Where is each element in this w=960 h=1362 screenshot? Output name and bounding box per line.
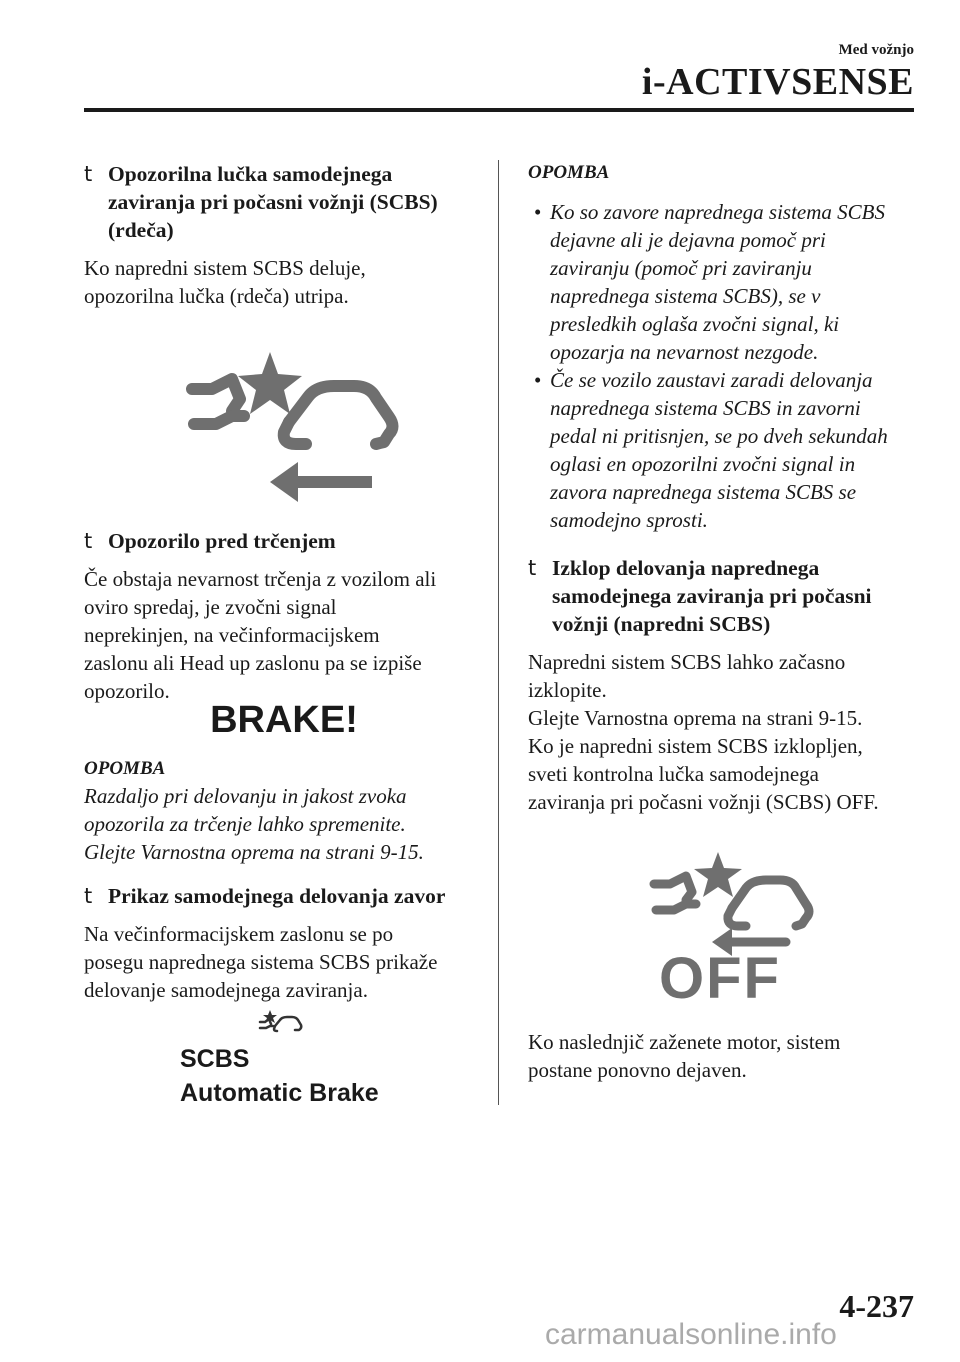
section-heading: [84, 160, 484, 244]
scbs-display-line: Automatic Brake: [180, 1079, 379, 1107]
note-line: Glejte Varnostna oprema na strani 9-15.: [84, 840, 424, 864]
heading-line: Opozorilo pred trčenjem: [108, 529, 336, 553]
note-line: oglasi en opozorilni zvočni signal in: [550, 452, 856, 476]
scbs-small-icon: [84, 1008, 484, 1038]
body-line: Ko je napredni sistem SCBS izklopljen,: [528, 734, 863, 758]
heading-line: samodejnega zaviranja pri počasni: [552, 584, 872, 608]
body-line: opozorilna lučka (rdeča) utripa.: [84, 284, 349, 308]
body-line: neprekinjen, na večinformacijskem: [84, 623, 380, 647]
note-line: opozarja na nevarnost nezgode.: [550, 340, 819, 364]
body-line: izklopite.: [528, 678, 607, 702]
page-number: 4-237: [839, 1288, 914, 1324]
section-collision-warning: [84, 527, 484, 742]
heading-line: Opozorilna lučka samodejnega: [108, 162, 393, 186]
note-line: Razdaljo pri delovanju in jakost zvoka: [84, 784, 407, 808]
note-title: OPOMBA: [84, 758, 166, 779]
note-adjust-warning: [84, 756, 484, 866]
scbs-off-indicator-icon: [528, 846, 918, 1006]
heading-line: vožnji (napredni SCBS): [552, 612, 771, 636]
note-bullet: •: [534, 368, 542, 392]
section-heading: [84, 527, 484, 555]
note-item: [528, 366, 918, 534]
body-line: sveti kontrolna lučka samodejnega: [528, 762, 819, 786]
section-heading: [528, 554, 918, 638]
body-line: zaslonu ali Head up zaslonu pa se izpiše: [84, 651, 422, 675]
body-line: Ko napredni sistem SCBS deluje,: [84, 256, 366, 280]
body-line: Glejte Varnostna oprema na strani 9-15.: [528, 706, 863, 730]
section-auto-brake-display: [84, 882, 484, 1110]
body-line: oviro spredaj, je zvočni signal: [84, 595, 337, 619]
body-line: Ko naslednjič zaženete motor, sistem: [528, 1030, 841, 1054]
section-bullet: t: [84, 884, 93, 908]
note-line: Če se vozilo zaustavi zaradi delovanja: [550, 368, 873, 392]
body-line: zaviranja pri počasni vožnji (SCBS) OFF.: [528, 790, 879, 814]
note-line: opozorila za trčenje lahko spremenite.: [84, 812, 406, 836]
heading-line: (rdeča): [108, 218, 174, 242]
body-line: postane ponovno dejaven.: [528, 1058, 747, 1082]
section-heading: [84, 882, 484, 910]
note-scbs-behavior: [528, 160, 918, 534]
note-line: zavora naprednega sistema SCBS se: [550, 480, 857, 504]
right-column: [528, 160, 918, 1084]
section-scbs-off: [528, 554, 918, 1084]
note-line: Ko so zavore naprednega sistema SCBS: [550, 200, 886, 224]
section-bullet: t: [528, 556, 537, 580]
note-line: pedal ni pritisnjen, se po dveh sekundah: [550, 424, 888, 448]
note-line: naprednega sistema SCBS in zavorni: [550, 396, 861, 420]
section-scbs-warning-light: [84, 160, 484, 507]
body-line: Če obstaja nevarnost trčenja z vozilom ali: [84, 567, 437, 591]
body-line: posegu naprednega sistema SCBS prikaže: [84, 950, 438, 974]
scbs-warning-light-icon: [84, 332, 484, 507]
note-line: zaviranju (pomoč pri zaviranju: [550, 256, 812, 280]
body-line: delovanje samodejnega zaviranja.: [84, 978, 368, 1002]
header-rule: [84, 108, 914, 112]
note-item: [528, 198, 918, 366]
header-kicker: Med vožnjo: [838, 42, 914, 58]
note-line: presledkih oglaša zvočni signal, ki: [550, 312, 840, 336]
body-line: opozorilo.: [84, 679, 170, 703]
note-line: naprednega sistema SCBS), se v: [550, 284, 821, 308]
body-line: Napredni sistem SCBS lahko začasno: [528, 650, 846, 674]
header-title: i-ACTIVSENSE: [641, 61, 914, 103]
heading-line: zaviranja pri počasni vožnji (SCBS): [108, 190, 438, 214]
section-bullet: t: [84, 162, 93, 186]
watermark: carmanualsonline.info: [545, 1318, 837, 1351]
note-line: samodejno sprosti.: [550, 508, 708, 532]
section-bullet: t: [84, 529, 93, 553]
brake-warning-display: BRAKE!: [210, 699, 358, 741]
off-label: OFF: [659, 946, 781, 1006]
column-divider: [498, 160, 499, 1105]
scbs-display-line: SCBS: [180, 1045, 250, 1073]
note-bullet: •: [534, 200, 542, 224]
body-line: Na večinformacijskem zaslonu se po: [84, 922, 394, 946]
note-line: dejavne ali je dejavna pomoč pri: [550, 228, 826, 252]
heading-line: Prikaz samodejnega delovanja zavor: [108, 884, 446, 908]
note-title: OPOMBA: [528, 162, 610, 183]
heading-line: Izklop delovanja naprednega: [552, 556, 820, 580]
left-column: [84, 160, 484, 1110]
